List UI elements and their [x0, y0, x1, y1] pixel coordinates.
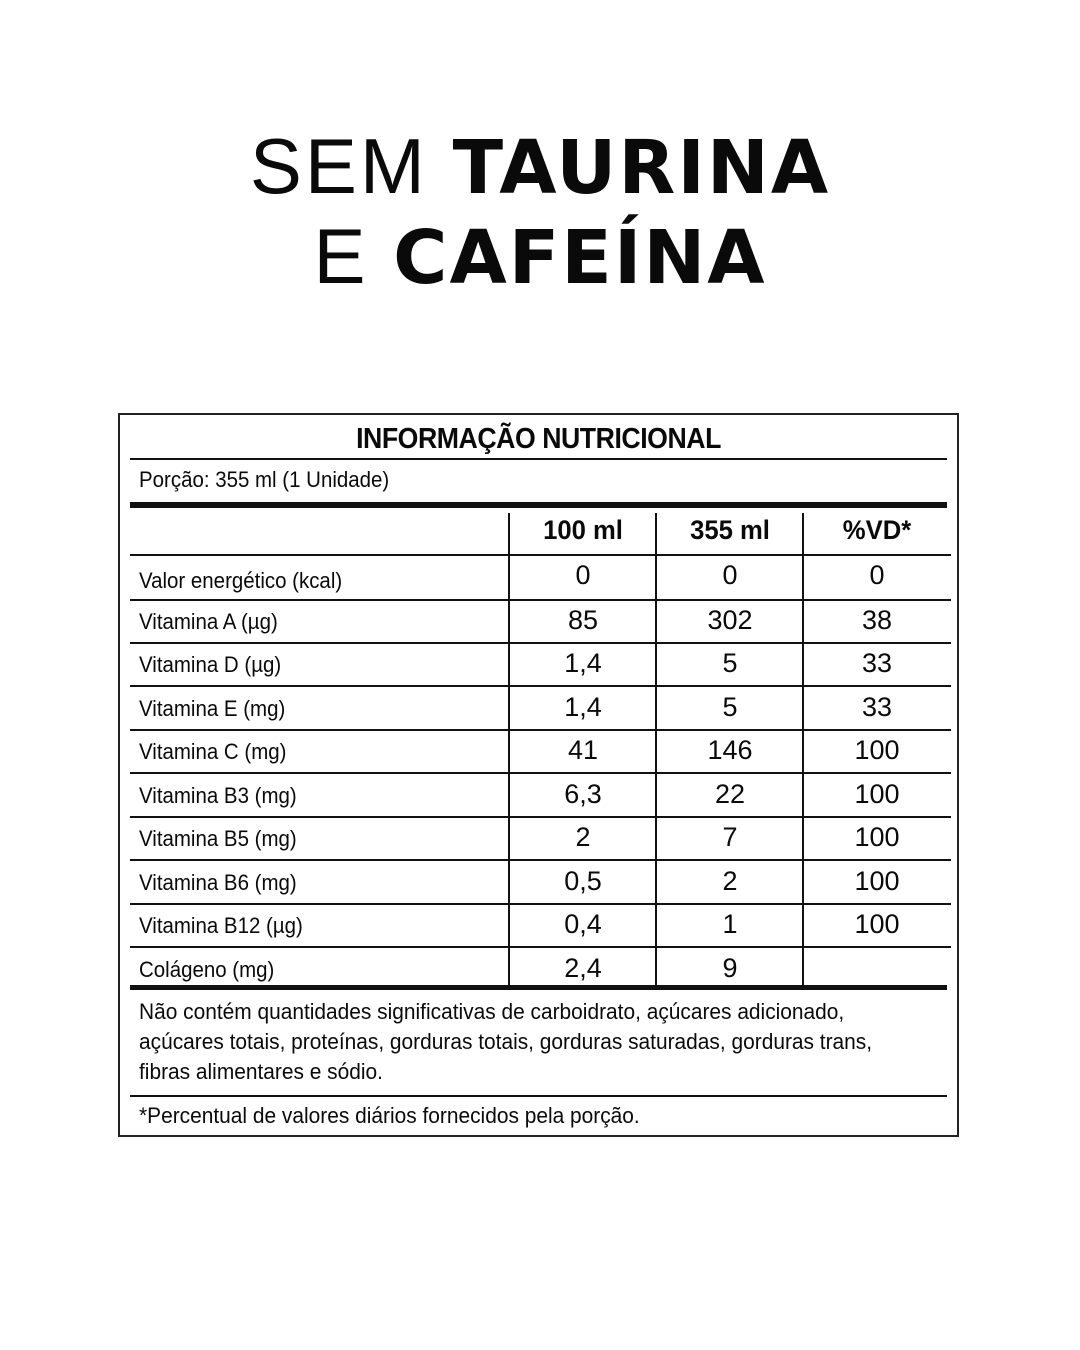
headline-e: E	[313, 212, 394, 300]
value-per-100ml: 0,4	[564, 909, 602, 939]
value-per-serving: 22	[714, 779, 746, 809]
table-row	[130, 731, 951, 774]
value-per-100ml: 85	[567, 605, 599, 635]
vd-footnote: *Percentual de valores diários fornecidos pela porção.	[139, 1103, 640, 1128]
value-per-100ml: 1,4	[564, 648, 602, 678]
nutrient-name: Vitamina B6 (mg)	[139, 870, 297, 895]
value-vd: 33	[861, 648, 893, 678]
nutrient-name: Vitamina B3 (mg)	[139, 783, 297, 808]
nutrient-name: Vitamina B5 (mg)	[139, 826, 297, 851]
value-vd: 100	[854, 822, 900, 852]
column-header-100ml: 100 ml	[543, 515, 623, 545]
table-header-row	[130, 509, 951, 556]
nutrient-name: Vitamina A (µg)	[139, 609, 278, 634]
table-row	[130, 949, 951, 989]
nutrient-name: Vitamina B12 (µg)	[139, 913, 303, 938]
value-per-serving: 302	[707, 605, 753, 635]
table-row	[130, 905, 951, 948]
table-row	[130, 688, 951, 731]
value-vd: 100	[854, 735, 900, 765]
value-vd: 100	[854, 779, 900, 809]
headline-line-1	[0, 122, 1080, 212]
value-per-100ml: 0	[575, 560, 591, 590]
value-per-serving: 9	[722, 953, 738, 983]
value-vd: 0	[869, 560, 885, 590]
divider-thick-bottom	[130, 985, 947, 990]
value-vd: 33	[861, 692, 893, 722]
value-per-serving: 1	[722, 909, 738, 939]
value-per-100ml: 6,3	[564, 779, 602, 809]
headline-sem: SEM	[249, 122, 453, 210]
value-per-serving: 5	[722, 692, 738, 722]
value-vd: 100	[854, 909, 900, 939]
table-row	[130, 601, 951, 644]
divider-thick-top	[130, 502, 947, 508]
headline-cafeina: CAFEÍNA	[393, 215, 767, 301]
value-per-serving: 0	[722, 560, 738, 590]
divider-title	[130, 458, 947, 460]
value-per-serving: 7	[722, 822, 738, 852]
value-per-100ml: 41	[567, 735, 599, 765]
value-per-serving: 2	[722, 866, 738, 896]
table-row	[130, 775, 951, 818]
nutrient-name: Vitamina C (mg)	[139, 739, 287, 764]
nutrient-name: Valor energético (kcal)	[139, 568, 343, 593]
value-per-100ml: 0,5	[564, 866, 602, 896]
column-header-355ml: 355 ml	[690, 515, 770, 545]
table-row	[130, 556, 951, 601]
value-vd: 38	[861, 605, 893, 635]
nutrient-name: Vitamina E (mg)	[139, 696, 286, 721]
value-per-serving: 146	[707, 735, 753, 765]
nutrient-name: Vitamina D (µg)	[139, 652, 282, 677]
not-significant-note: Não contém quantidades significativas de carboidrato, açúcares adicionado, açúcares totais, proteínas, gorduras totais, gorduras saturadas, gorduras trans, fibras alimentares e sódio.	[139, 999, 873, 1084]
divider-footnote	[130, 1095, 947, 1097]
table-row	[130, 862, 951, 905]
portion-size: Porção: 355 ml (1 Unidade)	[139, 467, 390, 492]
value-per-100ml: 1,4	[564, 692, 602, 722]
table-row	[130, 644, 951, 687]
column-header-vd: %VD*	[842, 515, 912, 545]
nutrition-facts-panel	[118, 413, 959, 1137]
value-vd: 100	[854, 866, 900, 896]
value-per-serving: 5	[722, 648, 738, 678]
value-per-100ml: 2,4	[564, 953, 602, 983]
value-per-100ml: 2	[575, 822, 591, 852]
nutrition-title: INFORMAÇÃO NUTRICIONAL	[356, 423, 721, 455]
headline-line-2	[0, 212, 1080, 302]
headline-taurina: TAURINA	[452, 125, 831, 211]
nutrient-name: Colágeno (mg)	[139, 957, 275, 982]
table-row	[130, 818, 951, 861]
